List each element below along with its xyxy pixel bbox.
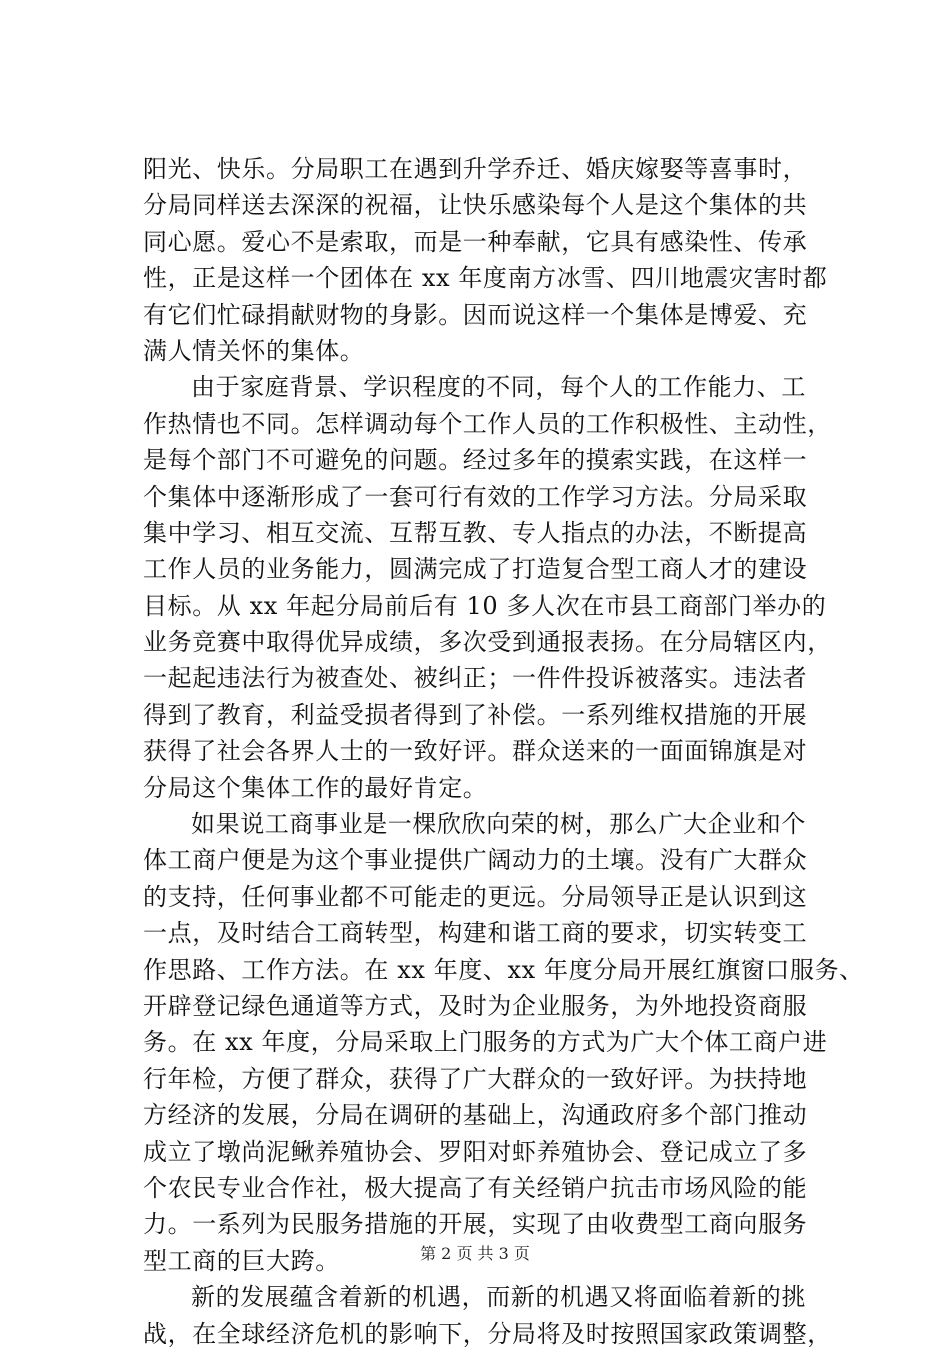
text-line: 战，在全球经济危机的影响下，分局将及时按照国家政策调整，	[143, 1319, 832, 1348]
text-line: 集中学习、相互交流、互帮互教、专人指点的办法，不断提高	[143, 518, 808, 547]
text-line: 型工商的巨大跨。	[143, 1246, 340, 1275]
text-line: 如果说工商事业是一棵欣欣向荣的树，那么广大企业和个	[191, 810, 806, 839]
text-line: 作思路、工作方法。在 xx 年度、xx 年度分局开展红旗窗口服务、	[143, 955, 864, 984]
text-line: 务。在 xx 年度，分局采取上门服务的方式为广大个体工商户进	[143, 1028, 828, 1057]
text-line: 力。一系列为民服务措施的开展，实现了由收费型工商向服务	[143, 1210, 808, 1239]
paragraph-new-development	[143, 1279, 843, 1352]
text-line: 业务竞赛中取得优异成绩，多次受到通报表扬。在分局辖区内，	[143, 628, 832, 657]
text-line: 作热情也不同。怎样调动每个工作人员的工作积极性、主动性，	[143, 409, 832, 438]
text-line: 一点，及时结合工商转型，构建和谐工商的要求，切实转变工	[143, 919, 808, 948]
text-line: 同心愿。爱心不是索取，而是一种奉献，它具有感染性、传承	[143, 227, 808, 256]
text-line: 的支持，任何事业都不可能走的更远。分局领导正是认识到这	[143, 882, 808, 911]
paragraph-continuation	[143, 151, 843, 369]
text-line: 方经济的发展，分局在调研的基础上，沟通政府多个部门推动	[143, 1101, 808, 1130]
text-line: 开辟登记绿色通道等方式，及时为企业服务，为外地投资商服	[143, 991, 808, 1020]
text-line: 一起起违法行为被查处、被纠正；一件件投诉被落实。违法者	[143, 664, 808, 693]
text-line: 工作人员的业务能力，圆满完成了打造复合型工商人才的建设	[143, 555, 808, 584]
text-line: 由于家庭背景、学识程度的不同，每个人的工作能力、工	[191, 373, 806, 402]
text-line: 分局同样送去深深的祝福，让快乐感染每个人是这个集体的共	[143, 191, 808, 220]
text-line: 新的发展蕴含着新的机遇，而新的机遇又将面临着新的挑	[191, 1283, 806, 1312]
paragraph-work-methods	[143, 369, 843, 806]
text-line: 是每个部门不可避免的问题。经过多年的摸索实践，在这样一	[143, 446, 808, 475]
text-line: 阳光、快乐。分局职工在遇到升学乔迁、婚庆嫁娶等喜事时，	[143, 155, 808, 183]
text-line: 成立了墩尚泥鳅养殖协会、罗阳对虾养殖协会、登记成立了多	[143, 1137, 808, 1166]
text-line: 个农民专业合作社，极大提高了有关经销户抗击市场风险的能	[143, 1173, 808, 1202]
text-line: 得到了教育，利益受损者得到了补偿。一系列维权措施的开展	[143, 700, 808, 729]
text-line: 行年检，方便了群众，获得了广大群众的一致好评。为扶持地	[143, 1064, 808, 1093]
page-number-footer: 第 2 页 共 3 页	[420, 1244, 530, 1263]
text-line: 个集体中逐渐形成了一套可行有效的工作学习方法。分局采取	[143, 482, 808, 511]
text-line: 有它们忙碌捐献财物的身影。因而说这样一个集体是博爱、充	[143, 300, 808, 329]
text-line: 获得了社会各界人士的一致好评。群众送来的一面面锦旗是对	[143, 737, 808, 766]
text-line: 目标。从 xx 年起分局前后有 10 多人次在市县工商部门举办的	[143, 591, 827, 620]
text-line: 满人情关怀的集体。	[143, 336, 365, 365]
body-text	[143, 151, 864, 1352]
paragraph-service	[143, 806, 864, 1279]
text-line: 性，正是这样一个团体在 xx 年度南方冰雪、四川地震灾害时都	[143, 264, 828, 293]
text-line: 分局这个集体工作的最好肯定。	[143, 773, 488, 802]
text-line: 体工商户便是为这个事业提供广阔动力的土壤。没有广大群众	[143, 846, 808, 875]
